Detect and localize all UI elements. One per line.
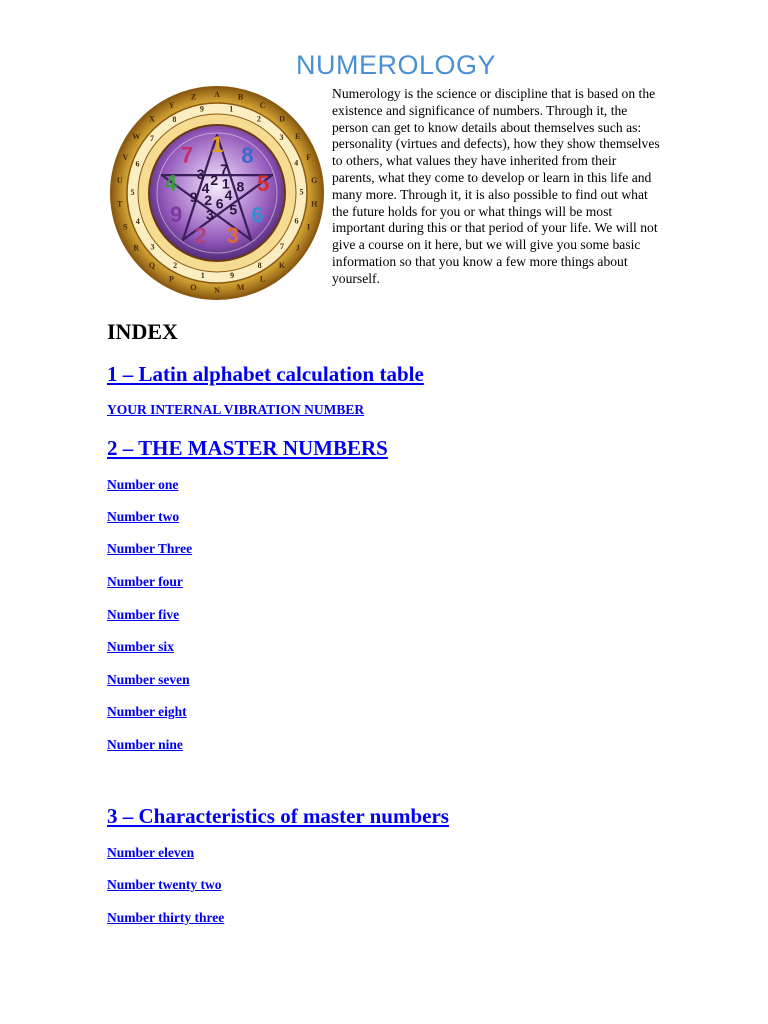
wheel-inner-number: 4 [224, 187, 233, 204]
wheel-ring-number: 4 [135, 217, 140, 227]
wheel-inner-number: 4 [201, 180, 210, 197]
wheel-letter: H [311, 199, 318, 209]
link-number-four[interactable]: Number four [107, 574, 183, 589]
wheel-ring-number: 5 [299, 187, 304, 197]
wheel-ring-number: 6 [135, 159, 140, 169]
document-title: NUMEROLOGY [296, 50, 497, 80]
wheel-letter: U [116, 176, 123, 186]
wheel-letter: E [295, 132, 301, 142]
wheel-inner-number: 1 [221, 175, 230, 192]
wheel-ring-number: 7 [280, 241, 284, 251]
link-number-two[interactable]: Number two [107, 509, 180, 524]
section-link-master-number-characteristics[interactable]: 3 – Characteristics of master numbers [107, 804, 449, 828]
wheel-letter: V [122, 153, 129, 163]
wheel-inner-number: 8 [236, 178, 245, 195]
wheel-inner-number: 2 [210, 172, 219, 189]
link-number-thirty-three[interactable]: Number thirty three [107, 910, 225, 925]
link-number-six[interactable]: Number six [107, 639, 174, 654]
numerology-wheel-image [108, 84, 326, 302]
wheel-letter: B [237, 92, 244, 102]
wheel-ring-number: 1 [200, 271, 205, 281]
wheel-letter: J [295, 243, 300, 253]
section-link-latin-alphabet-table[interactable]: 1 – Latin alphabet calculation table [107, 362, 424, 386]
wheel-letter: I [307, 222, 311, 232]
wheel-letter: F [306, 153, 312, 163]
link-number-five[interactable]: Number five [107, 607, 180, 622]
wheel-ring-number: 9 [230, 270, 235, 280]
link-number-three[interactable]: Number Three [107, 541, 193, 556]
wheel-letter: G [311, 176, 318, 186]
wheel-big-number: 4 [164, 170, 177, 196]
wheel-big-number: 1 [211, 131, 224, 157]
link-number-twenty-two[interactable]: Number twenty two [107, 877, 222, 892]
wheel-ring-number: 8 [257, 260, 262, 270]
intro-paragraph: Numerology is the science or discipline that is based on the existence and significance of numbers. Through it, the person can get to know details about themselves such as: personality (virtues and defects), how they show themselves to others, what values they have inherited from their parents, what they come to develop or learn in this life and many more. Through it, it is also possible to find out what the future holds for you or what things will be most important during this or that period of your life. We will not give a course on it here, but we will give you some basic information so that you know a few more things about yourself. [332, 86, 660, 286]
wheel-ring-number: 9 [199, 104, 204, 114]
wheel-inner-number: 2 [204, 191, 213, 208]
wheel-inner-number: 5 [229, 201, 238, 218]
wheel-letter: L [259, 274, 266, 284]
wheel-ring-number: 7 [150, 133, 154, 143]
wheel-letter: W [132, 132, 141, 142]
wheel-big-number: 9 [169, 202, 183, 228]
wheel-ring-number: 8 [172, 114, 177, 124]
wheel-letter: C [259, 101, 266, 111]
wheel-letter: A [214, 89, 220, 99]
wheel-inner-number: 7 [220, 160, 228, 177]
wheel-letter: R [133, 243, 140, 253]
wheel-big-number: 5 [257, 171, 270, 197]
wheel-inner-number: 9 [189, 189, 198, 206]
index-heading: INDEX [107, 319, 178, 344]
wheel-letter: T [117, 199, 123, 209]
wheel-letter: X [149, 114, 155, 124]
link-number-eleven[interactable]: Number eleven [107, 845, 195, 860]
wheel-letter: O [190, 283, 197, 293]
wheel-big-number: 7 [180, 142, 194, 168]
wheel-big-number: 8 [241, 143, 254, 169]
wheel-ring-number: 4 [294, 158, 299, 168]
wheel-ring-number: 2 [173, 261, 178, 271]
wheel-big-number: 6 [251, 202, 264, 228]
link-number-one[interactable]: Number one [107, 477, 179, 492]
wheel-ring-number: 6 [294, 216, 299, 226]
wheel-ring-number: 3 [279, 133, 284, 143]
wheel-letter: M [236, 283, 245, 293]
wheel-letter: K [278, 261, 286, 271]
wheel-letter: P [169, 274, 174, 284]
link-number-nine[interactable]: Number nine [107, 737, 183, 752]
wheel-ring-number: 1 [229, 104, 234, 114]
wheel-letter: N [214, 285, 220, 295]
wheel-letter: Z [190, 92, 197, 102]
wheel-ring-number: 3 [150, 242, 155, 252]
link-number-seven[interactable]: Number seven [107, 672, 190, 687]
link-internal-vibration-number[interactable]: YOUR INTERNAL VIBRATION NUMBER [107, 402, 365, 417]
link-number-eight[interactable]: Number eight [107, 704, 187, 719]
wheel-letter: Q [148, 261, 156, 271]
wheel-big-number: 2 [194, 222, 207, 248]
section-link-master-numbers[interactable]: 2 – THE MASTER NUMBERS [107, 436, 388, 460]
wheel-big-number: 3 [226, 223, 239, 249]
wheel-inner-number: 3 [196, 166, 205, 183]
wheel-letter: Y [168, 101, 175, 111]
wheel-ring-number: 5 [130, 188, 135, 198]
wheel-letter: D [279, 114, 285, 124]
wheel-ring-number: 2 [256, 114, 261, 124]
wheel-letter: S [123, 222, 128, 232]
wheel-inner-number: 6 [215, 195, 224, 212]
wheel-inner-number: 3 [206, 206, 214, 223]
